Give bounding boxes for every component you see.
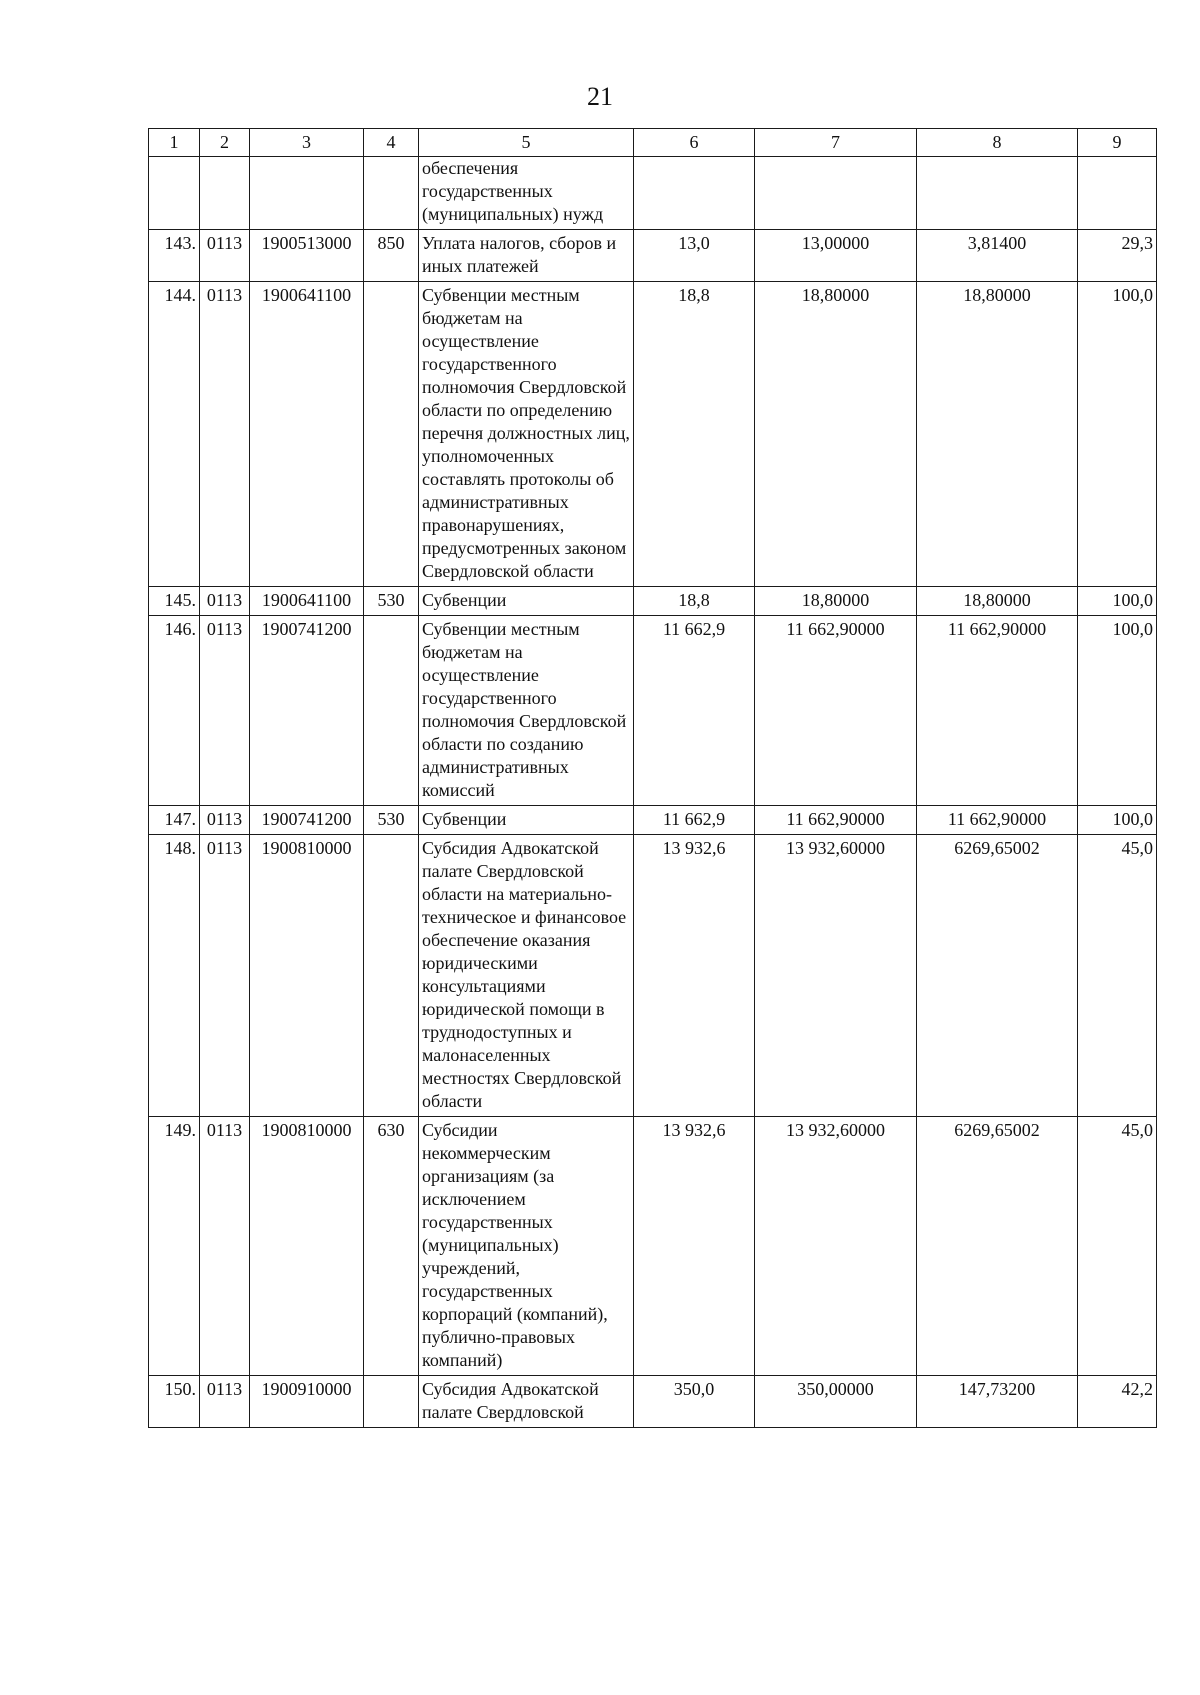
executed-amount: 6269,65002	[917, 1117, 1078, 1376]
execution-percent: 45,0	[1078, 835, 1157, 1117]
plan-amount	[634, 157, 755, 230]
expense-type-code	[364, 616, 419, 806]
header-col-6: 6	[634, 129, 755, 157]
table-row	[149, 157, 1157, 230]
expense-type-code: 850	[364, 230, 419, 282]
refined-amount: 13,00000	[755, 230, 917, 282]
table-row	[149, 806, 1157, 835]
plan-amount: 350,0	[634, 1376, 755, 1428]
row-number	[149, 157, 200, 230]
row-number: 149.	[149, 1117, 200, 1376]
header-col-2: 2	[200, 129, 250, 157]
expense-type-code	[364, 282, 419, 587]
section-code: 0113	[200, 587, 250, 616]
executed-amount: 3,81400	[917, 230, 1078, 282]
table-row	[149, 1376, 1157, 1428]
expense-name: Субсидии некоммерческим организациям (за исключением государственных (муниципальных) учреждений, государственных корпораций (компаний), публично-правовых компаний)	[419, 1117, 634, 1376]
row-number: 150.	[149, 1376, 200, 1428]
target-article-code: 1900641100	[250, 587, 364, 616]
page-number: 21	[587, 82, 613, 111]
executed-amount	[917, 157, 1078, 230]
budget-table	[148, 128, 1157, 1428]
table-row	[149, 616, 1157, 806]
execution-percent	[1078, 157, 1157, 230]
refined-amount: 13 932,60000	[755, 835, 917, 1117]
execution-percent: 29,3	[1078, 230, 1157, 282]
executed-amount: 11 662,90000	[917, 806, 1078, 835]
expense-name: Субвенции местным бюджетам на осуществление государственного полномочия Свердловской области по определению перечня должностных лиц, уполномоченных составлять протоколы об административных правонарушениях, предусмотренных законом Свердловской области	[419, 282, 634, 587]
row-number: 147.	[149, 806, 200, 835]
plan-amount: 13 932,6	[634, 835, 755, 1117]
execution-percent: 100,0	[1078, 616, 1157, 806]
section-code: 0113	[200, 1117, 250, 1376]
header-col-9: 9	[1078, 129, 1157, 157]
executed-amount: 6269,65002	[917, 835, 1078, 1117]
expense-type-code: 530	[364, 806, 419, 835]
refined-amount: 11 662,90000	[755, 806, 917, 835]
expense-type-code: 530	[364, 587, 419, 616]
executed-amount: 18,80000	[917, 282, 1078, 587]
executed-amount: 18,80000	[917, 587, 1078, 616]
target-article-code: 1900513000	[250, 230, 364, 282]
target-article-code: 1900641100	[250, 282, 364, 587]
plan-amount: 13 932,6	[634, 1117, 755, 1376]
row-number: 143.	[149, 230, 200, 282]
refined-amount: 13 932,60000	[755, 1117, 917, 1376]
target-article-code	[250, 157, 364, 230]
table-row	[149, 587, 1157, 616]
table-row	[149, 835, 1157, 1117]
execution-percent: 100,0	[1078, 282, 1157, 587]
plan-amount: 11 662,9	[634, 616, 755, 806]
table-row	[149, 230, 1157, 282]
row-number: 148.	[149, 835, 200, 1117]
refined-amount: 18,80000	[755, 282, 917, 587]
expense-name: Субвенции местным бюджетам на осуществление государственного полномочия Свердловской области по созданию административных комиссий	[419, 616, 634, 806]
header-col-5: 5	[419, 129, 634, 157]
section-code: 0113	[200, 806, 250, 835]
target-article-code: 1900910000	[250, 1376, 364, 1428]
section-code: 0113	[200, 616, 250, 806]
target-article-code: 1900741200	[250, 806, 364, 835]
section-code: 0113	[200, 1376, 250, 1428]
row-number: 144.	[149, 282, 200, 587]
plan-amount: 11 662,9	[634, 806, 755, 835]
table-row	[149, 1117, 1157, 1376]
refined-amount: 18,80000	[755, 587, 917, 616]
header-col-4: 4	[364, 129, 419, 157]
header-col-7: 7	[755, 129, 917, 157]
header-col-1: 1	[149, 129, 200, 157]
table-row	[149, 282, 1157, 587]
expense-name: Субвенции	[419, 806, 634, 835]
refined-amount	[755, 157, 917, 230]
plan-amount: 13,0	[634, 230, 755, 282]
section-code: 0113	[200, 835, 250, 1117]
refined-amount: 350,00000	[755, 1376, 917, 1428]
expense-type-code	[364, 1376, 419, 1428]
plan-amount: 18,8	[634, 587, 755, 616]
header-row	[149, 129, 1157, 157]
execution-percent: 42,2	[1078, 1376, 1157, 1428]
expense-type-code: 630	[364, 1117, 419, 1376]
section-code: 0113	[200, 282, 250, 587]
execution-percent: 100,0	[1078, 806, 1157, 835]
section-code: 0113	[200, 230, 250, 282]
expense-name: Субвенции	[419, 587, 634, 616]
expense-name: Субсидия Адвокатской палате Свердловской области на материально-техническое и финансовое обеспечение оказания юридическими консультациями юридической помощи в труднодоступных и малонаселенных местностях Свердловской области	[419, 835, 634, 1117]
row-number: 146.	[149, 616, 200, 806]
row-number: 145.	[149, 587, 200, 616]
target-article-code: 1900741200	[250, 616, 364, 806]
section-code	[200, 157, 250, 230]
expense-type-code	[364, 835, 419, 1117]
refined-amount: 11 662,90000	[755, 616, 917, 806]
expense-name: Уплата налогов, сборов и иных платежей	[419, 230, 634, 282]
expense-type-code	[364, 157, 419, 230]
expense-name: обеспечения государственных (муниципальных) нужд	[419, 157, 634, 230]
target-article-code: 1900810000	[250, 1117, 364, 1376]
header-col-3: 3	[250, 129, 364, 157]
executed-amount: 147,73200	[917, 1376, 1078, 1428]
header-col-8: 8	[917, 129, 1078, 157]
target-article-code: 1900810000	[250, 835, 364, 1117]
execution-percent: 100,0	[1078, 587, 1157, 616]
plan-amount: 18,8	[634, 282, 755, 587]
executed-amount: 11 662,90000	[917, 616, 1078, 806]
execution-percent: 45,0	[1078, 1117, 1157, 1376]
expense-name: Субсидия Адвокатской палате Свердловской	[419, 1376, 634, 1428]
